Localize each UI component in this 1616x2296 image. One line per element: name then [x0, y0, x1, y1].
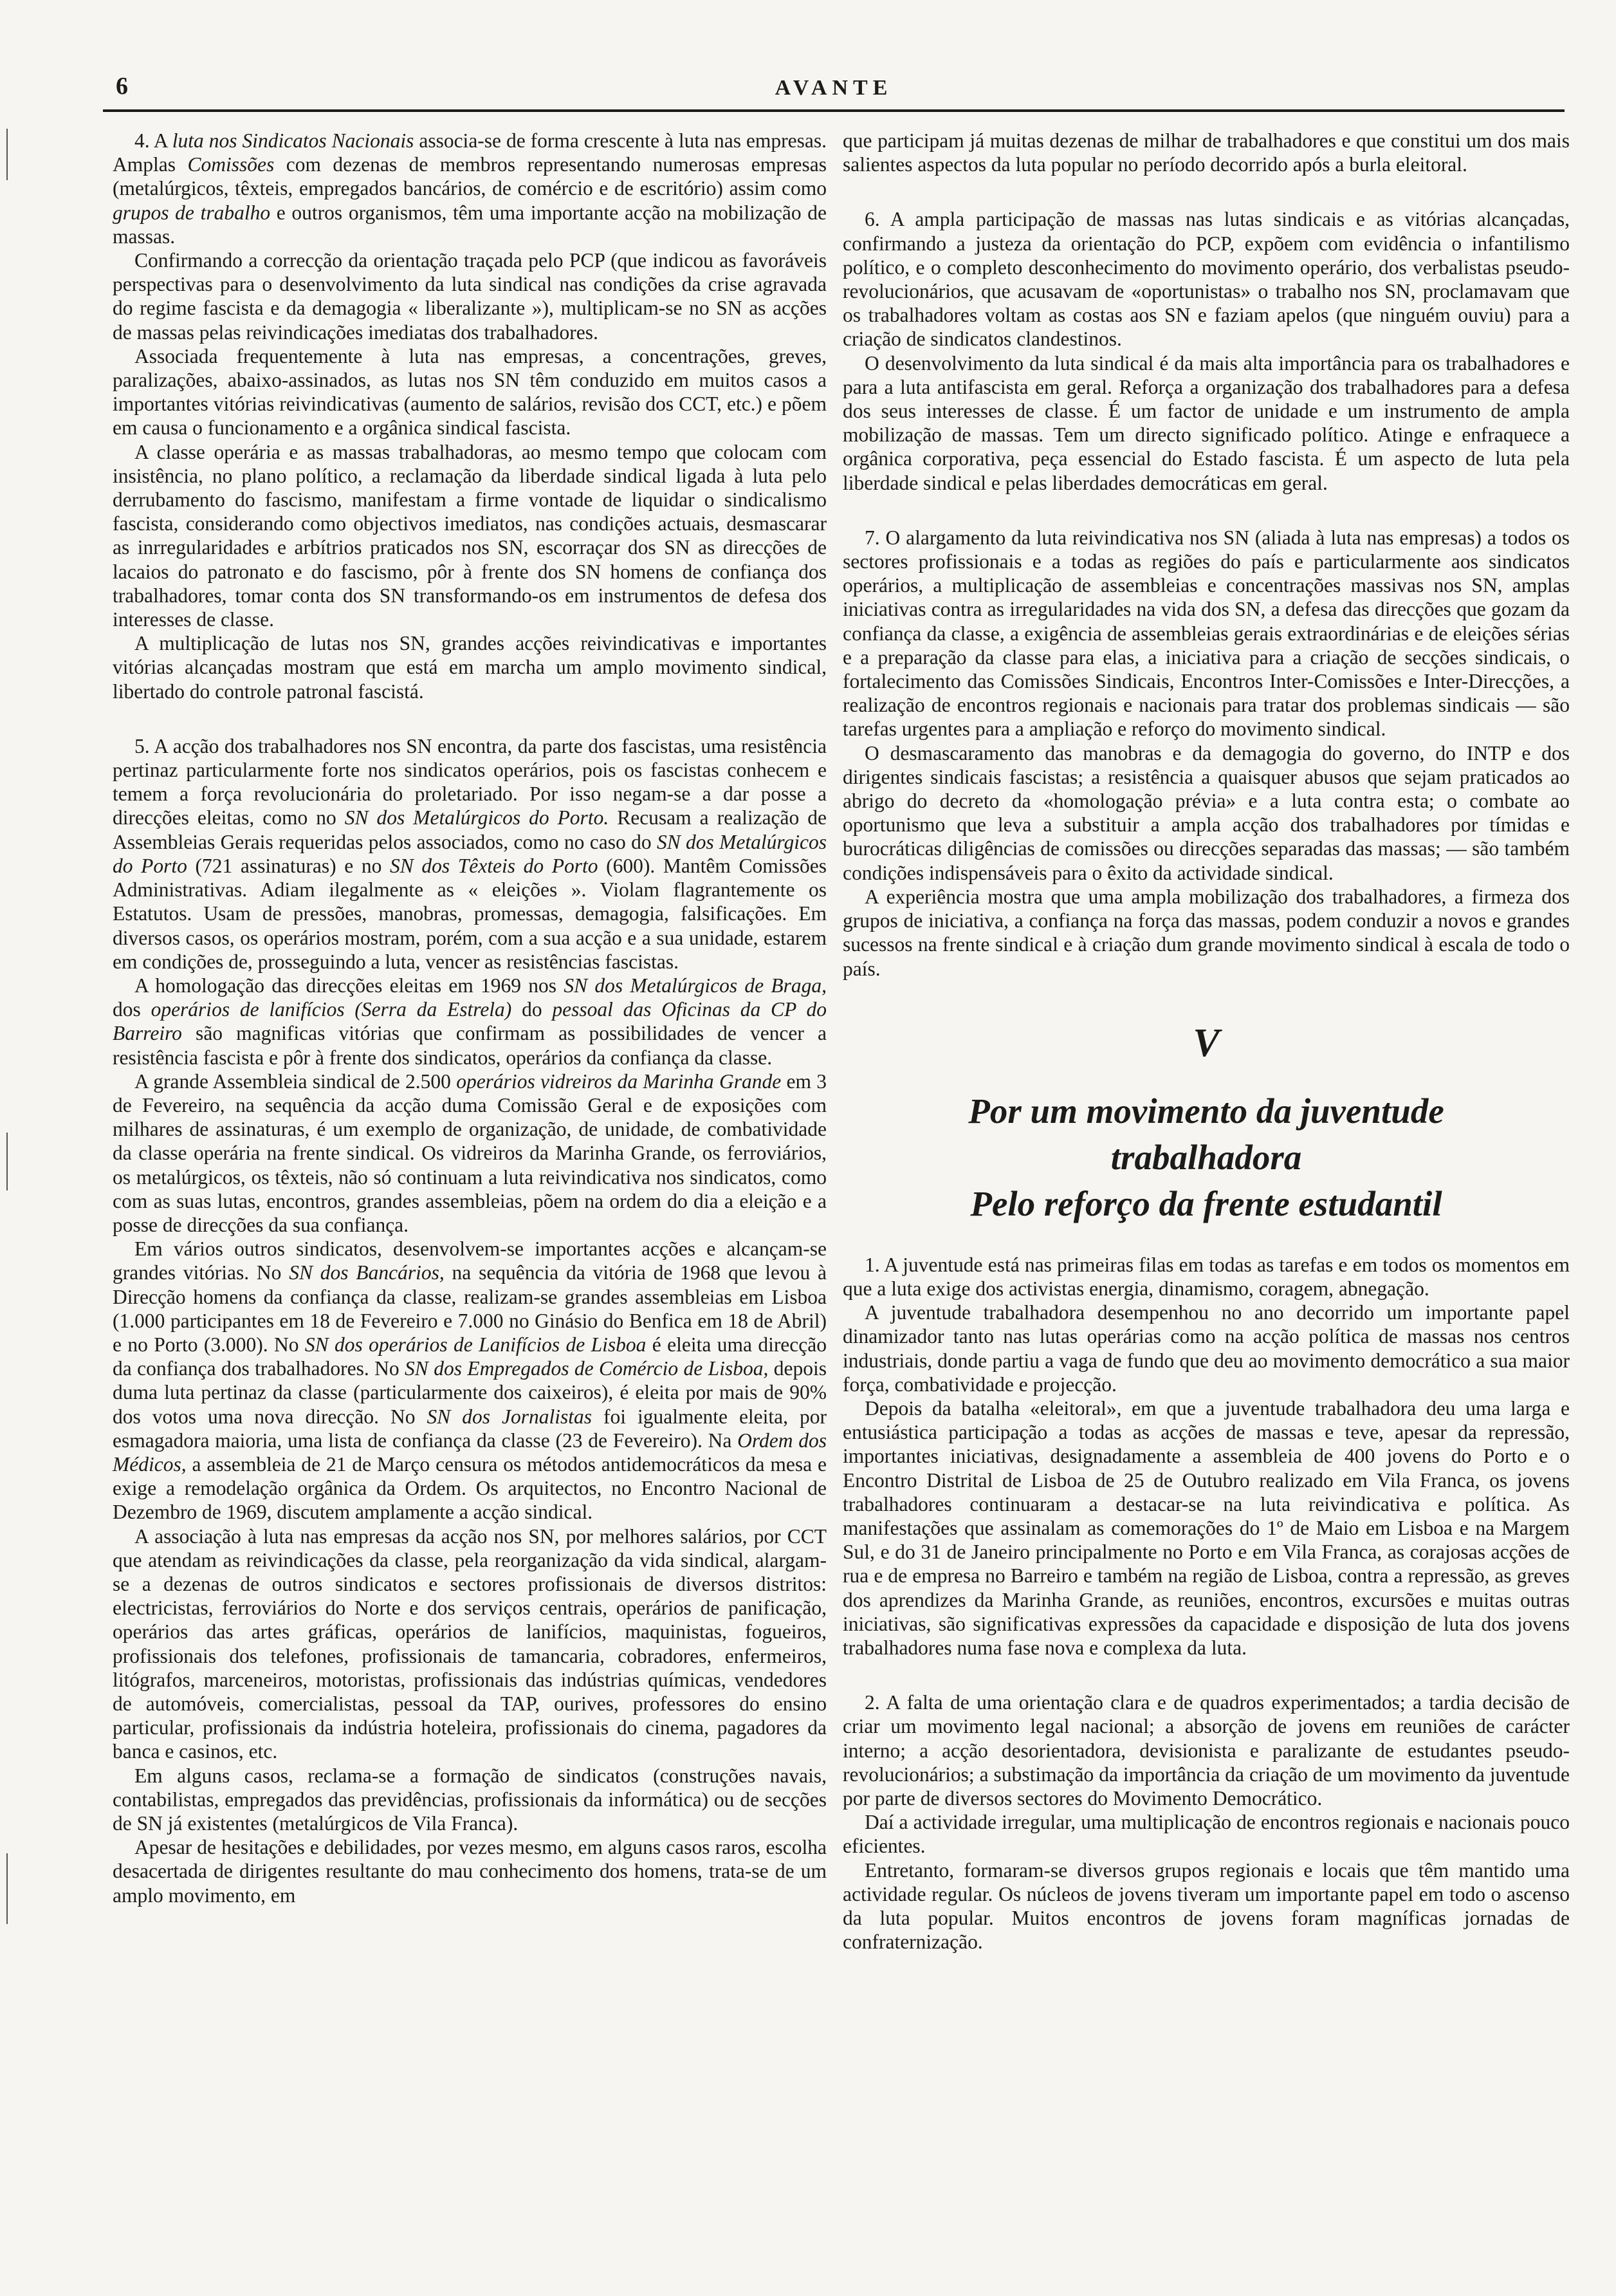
text-run: A grande Assembleia sindical de 2.500: [134, 1069, 457, 1093]
paragraph: [843, 885, 1570, 981]
italic-text: SN dos Jornalistas: [427, 1405, 592, 1428]
italic-text: SN dos operários de Lanifícios de Lisboa: [304, 1333, 647, 1356]
text-run: (721 assinaturas) e no: [187, 854, 390, 877]
paragraph-number: 7.: [865, 526, 880, 549]
paragraph: [113, 129, 827, 248]
italic-text: SN dos Metalúrgicos do Porto.: [344, 806, 609, 829]
text-run: O alargamento da luta reivindicativa nos SN (aliada à luta nas empresas) a todos os sectores profissionais e a todas as regiões do país e particularmente aos sindicatos operários, a multiplicação de assembleias e concentrações massivas nos SN, amplas iniciativas contra as irregularidades na vida dos SN, a defesa das direcções que gozam da confiança da classe, a exigência de assembleias gerais extraordinárias e de eleições sérias e a preparação da classe para elas, a iniciativa para a criação de secções sindicais, o fortalecimento das Comissões Sindicais, Encontros Inter-Comissões e Inter-Direcções, a realização de encontros regionais e nacionais para tratar dos problemas sindicais — são tarefas urgentes para a ampliação e reforço do movimento sindical.: [843, 526, 1570, 741]
italic-text: operários de lanifícios (Serra da Estrela): [151, 998, 512, 1021]
italic-text: pessoal das Oficinas da CP do Barreiro: [113, 998, 827, 1045]
text-run: são magnificas vitórias que confirmam as possibilidades de vencer a resistência fascista e pôr à frente dos sindicatos, operários da confiança da classe.: [113, 1022, 827, 1069]
italic-text: luta nos Sindicatos Nacionais: [172, 129, 414, 152]
text-run: Apesar de hesitações e debilidades, por vezes mesmo, em alguns casos raros, escolha desacertada de dirigentes resultante do mau conhecimento dos homens, trata-se de um amplo movimento, em: [113, 1836, 827, 1907]
text-run: Confirmando a correcção da orientação traçada pelo PCP (que indicou as favoráveis perspectivas para o desenvolvimento da luta sindical nas condições da crise agravada do regime fascista e da demagogia « liberalizante »), multiplicam-se no SN as acções de massas pelas reivindicações imediatas dos trabalhadores.: [113, 249, 827, 344]
section-title: [843, 1088, 1570, 1227]
section-number: V: [1193, 1021, 1220, 1065]
text-run: foi igualmente eleita, por esmagadora maioria, uma lista de confiança da classe (23 de Fevereiro). Na: [113, 1405, 827, 1452]
page-header: [103, 72, 1565, 117]
text-run: com dezenas de membros representando numerosas empresas (metalúrgicos, têxteis, empregados bancários, de comércio e de escritório) assim como: [113, 153, 827, 200]
paragraph-number: 4.: [134, 129, 150, 152]
text-run: Depois da batalha «eleitoral», em que a juventude trabalhadora deu uma larga e entusiástica participação a todas as acções de massas e teve, apesar da repressão, importantes iniciativas, designadamente a assembleia de 400 jovens do Porto e o Encontro Distrital de Lisboa de 25 de Outubro realizado em Vila Franca, os jovens trabalhadores continuaram a destacar-se na luta reivindicativa e política. As manifestações que assinalam as comemorações do 1º de Maio em Lisboa e na Margem Sul, e do 31 de Janeiro principalmente no Porto e em Vila Franca, as corajosas acções de rua e de empresa no Barreiro e também na região de Lisboa, contra a repressão, as greves dos aprendizes da Marinha Grande, as reuniões, encontros, excursões e muitas outras iniciativas, são significativas expressões da capacidade e disposição de luta dos jovens trabalhadores numa fase nova e complexa da luta.: [843, 1396, 1570, 1659]
right-column-bottom: [843, 1253, 1570, 1954]
italic-text: SN dos Têxteis do Porto: [389, 854, 598, 877]
text-run: depois duma luta pertinaz da classe (particularmente dos caixeiros), é eleita por mais de 90% dos votos uma nova direcção. No: [113, 1357, 827, 1428]
paragraph: [113, 631, 827, 703]
text-run: A acção dos trabalhadores nos SN encontra, da parte dos fascistas, uma resistência pertinaz particularmente forte nos sindicatos operários, pois os fascistas conhecem e temem a força revolucionária do proletariado. Por isso negam-se a dar posse a direcções eleitas, como no: [113, 734, 827, 829]
italic-text: SN dos Empregados de Comércio de Lisboa,: [405, 1357, 769, 1380]
paragraph-gap: [113, 703, 827, 734]
page-edge-marks: [0, 0, 19, 2296]
text-run: Associada frequentemente à luta nas empresas, a concentrações, greves, paralizações, abaixo-assinados, as lutas nos SN têm conduzido em muitos casos a importantes vitórias reivindicativas (aumento de salários, revisão dos CCT, etc.) e põem em causa o funcionamento e a orgânica sindical fascista.: [113, 344, 827, 440]
text-run: (600). Mantêm Comissões Administrativas. Adiam ilegalmente as « eleições ». Violam flagrantemente os Estatutos. Usam de pressões, manobras, promessas, demagogia, falsificações. Em diversos casos, os operários mostram, porém, com a sua acção e a sua unidade, estarem em condições de, prosseguindo a luta, vencer as resistências fascistas.: [113, 854, 827, 973]
paragraph: [113, 1835, 827, 1907]
text-run: A falta de uma orientação clara e de quadros experimentados; a tardia decisão de criar um movimento legal nacional; a absorção de jovens em reuniões de carácter interno; a acção desorientadora, devisionista e paralizante de estudantes pseudo-revolucionários; a substimação da importância da criação de um movimento da juventude por parte de diversos sectores do Movimento Democrático.: [843, 1691, 1570, 1810]
paragraph: [843, 741, 1570, 885]
text-run: A associação à luta nas empresas da acção nos SN, por melhores salários, por CCT que atendam as reivindicações da classe, pela reorganização da vida sindical, alargam-se a dezenas de outros sindicatos e sectores profissionais de diversos distritos: electricistas, ferroviários do Norte e dos serviços centrais, operários de panificação, operários das artes gráficas, operários de lanifícios, maquinistas, fogueiros, profissionais dos telefones, profissionais de tamancaria, cobradores, enfermeiros, litógrafos, marceneiros, motoristas, profissionais das indústrias químicas, vendedores de automóveis, comercialistas, pessoal da TAP, ourives, professores do ensino particular, profissionais da indústria hoteleira, profissionais do cinema, pagadores da banca e casinos, etc.: [113, 1524, 827, 1763]
text-run: em 3 de Fevereiro, na sequência da acção duma Comissão Geral e de exposições com milhares de assinaturas, é um exemplo de organização, de unidade, de combatividade da classe operária na frente sindical. Os vidreiros da Marinha Grande, os ferroviários, os metalúrgicos, os têxteis, não só continuam a luta reivindicativa nos sindicatos, como com as suas lutas, encontros, grandes assembleias, põem na ordem do dia a eleição e a posse de direcções da sua confiança.: [113, 1069, 827, 1236]
text-run: associa-se de forma crescente à luta nas empresas. Amplas: [113, 129, 827, 176]
section-title-line: Pelo reforço da frente estudantil: [970, 1183, 1442, 1223]
text-run: O desmascaramento das manobras e da demagogia do governo, do INTP e dos dirigentes sindicais fascistas; a resistência a quaisquer abusos que sejam praticados ao abrigo do decreto da «homologação prévia» e a luta contra esta; o combate ao oportunismo que leva a substituir a ampla acção dos trabalhadores por tímidas e burocráticas diligências de comissões ou direcções separadas das massas; — são também condições indispensáveis para o êxito da actividade sindical.: [843, 741, 1570, 884]
header-rule: [103, 109, 1565, 112]
paragraph: [843, 351, 1570, 495]
text-run: O desenvolvimento da luta sindical é da mais alta importância para os trabalhadores e para a luta antifascista em geral. Reforça a organização dos trabalhadores para a defesa dos seus interesses de classe. É um factor de unidade e um instrumento de ampla mobilização de massas. Tem um directo significado político. Atinge e enfraquece a orgânica corporativa, peça essencial do Estado fascista. É um aspecto de luta pela liberdade sindical e pelas liberdades democráticas em geral.: [843, 351, 1570, 494]
paragraph-gap: [843, 495, 1570, 526]
italic-text: operários vidreiros da Marinha Grande: [456, 1069, 782, 1093]
text-run: dos: [113, 998, 151, 1021]
italic-text: SN dos Bancários,: [289, 1261, 445, 1284]
text-run: A homologação das direcções eleitas em 1969 nos: [134, 974, 564, 997]
paragraph: [843, 207, 1570, 351]
text-run: A juventude está nas primeiras filas em todas as tarefas e em todos os momentos em que a luta exige dos activistas energia, dinamismo, coragem, abnegação.: [843, 1253, 1570, 1300]
text-run: do: [511, 998, 553, 1021]
italic-text: SN dos Metalúrgicos do Porto: [113, 830, 827, 877]
paragraph: [113, 734, 827, 974]
left-column: [113, 129, 827, 1907]
italic-text: Ordem dos Médicos,: [113, 1429, 827, 1476]
paragraph-number: 1.: [865, 1253, 880, 1276]
text-run: a assembleia de 21 de Março censura os métodos antidemocráticos da mesa e exige a remodelação orgânica da Ordem. Os arquitectos, no Encontro Nacional de Dezembro de 1969, discutem amplamente a acção sindical.: [113, 1452, 827, 1524]
italic-text: Comissões: [187, 153, 275, 176]
text-run: A classe operária e as massas trabalhadoras, ao mesmo tempo que colocam com insistência, no plano político, a reclamação da liberdade sindical ligada à luta pelo derrubamento do fascismo, manifestam a firme vontade de liquidar o sindicalismo fascista, considerando como objectivos imediatos, nas condições actuais, desmascarar as inrregularidades e arbítrios praticados nos SN, escorraçar dos SN as direcções de lacaios do patronato e do fascismo, pôr à frente dos SN homens de confiança dos trabalhadores, tomar conta dos SN transformando-os em instrumentos de defesa dos interesses de classe.: [113, 440, 827, 631]
text-run: Daí a actividade irregular, uma multiplicação de encontros regionais e nacionais pouco eficientes.: [843, 1811, 1570, 1858]
text-run: Entretanto, formaram-se diversos grupos regionais e locais que têm mantido uma actividade regular. Os núcleos de jovens tiveram um importante papel em todo o ascenso da luta popular. Muitos encontros de jovens foram magníficas jornadas de confraternização.: [843, 1858, 1570, 1954]
paragraph-number: 5.: [134, 734, 150, 757]
text-run: A multiplicação de lutas nos SN, grandes acções reivindicativas e importantes vitórias alcançadas mostram que está em marcha um amplo movimento sindical, libertado do controle patronal fascistá.: [113, 632, 827, 703]
text-run: na sequência da vitória de 1968 que levou à Direcção homens da confiança da classe, realizam-se grandes assembleias em Lisboa (1.000 participantes em 18 de Fevereiro e 7.000 no Ginásio do Benfica em 18 de Abril) e no Porto (3.000). No: [113, 1261, 827, 1356]
paragraph-gap: [843, 1660, 1570, 1690]
text-run: A experiência mostra que uma ampla mobilização dos trabalhadores, a firmeza dos grupos de iniciativa, a confiança na força das massas, podem conduzir a novos e grandes sucessos na frente sindical e à criação dum grande movimento sindical à escala de todo o país.: [843, 885, 1570, 980]
text-run: A: [149, 129, 172, 152]
page-number: 6: [116, 73, 128, 100]
right-column: [843, 129, 1570, 1954]
paragraph: [843, 1810, 1570, 1858]
paragraph: [113, 248, 827, 344]
paragraph: [843, 1858, 1570, 1954]
paragraph: [113, 1764, 827, 1836]
paragraph: [113, 344, 827, 440]
paragraph: [113, 1237, 827, 1524]
paragraph-number: 6.: [865, 208, 880, 231]
text-run: Recusam a realização de Assembleias Gerais requeridas pelos associados, como no caso do: [113, 806, 827, 853]
masthead-title: AVANTE: [775, 76, 893, 100]
text-run: e outros organismos, têm uma importante acção na mobilização de massas.: [113, 201, 827, 248]
paragraph: [843, 1301, 1570, 1396]
text-run: é eleita uma direcção da confiança dos trabalhadores. No: [113, 1333, 827, 1380]
text-run: A ampla participação de massas nas lutas sindicais e as vitórias alcançadas, confirmando a justeza da orientação do PCP, expõem com evidência o infantilismo político, e o completo desconhecimento do movimento operário, dos verbalistas pseudo-revolucionários, que acusavam de «oportunistas» o trabalho nos SN, proclamavam que os trabalhadores voltam as costas aos SN e faziam apelos (que ninguém ouviu) para a criação de sindicatos clandestinos.: [843, 208, 1570, 351]
right-column-top: [843, 129, 1570, 981]
section-title-line: trabalhadora: [1110, 1137, 1302, 1177]
paragraph: [113, 1524, 827, 1764]
paragraph: [113, 440, 827, 632]
paragraph: [113, 974, 827, 1069]
italic-text: grupos de trabalho: [113, 201, 271, 224]
text-run: A juventude trabalhadora desempenhou no ano decorrido um importante papel dinamizador tanto nas lutas operárias como na acção política de massas nos centros industriais, donde partiu a vaga de fundo que deu ao movimento democrático a sua maior força, combatividade e projecção.: [843, 1301, 1570, 1396]
italic-text: SN dos Metalúrgicos de Braga,: [564, 974, 827, 997]
paragraph-number: 2.: [865, 1691, 880, 1714]
paragraph: [843, 1396, 1570, 1660]
paragraph-gap: [843, 176, 1570, 207]
paragraph: [843, 1690, 1570, 1810]
paragraph: [843, 1253, 1570, 1301]
text-run: Em alguns casos, reclama-se a formação de sindicatos (construções navais, contabilistas, empregados das previdências, profissionais da informática) ou de secções de SN já existentes (metalúrgicos de Vila Franca).: [113, 1764, 827, 1835]
text-run: que participam já muitas dezenas de milhar de trabalhadores e que constitui um dos mais salientes aspectos da luta popular no período decorrido após a burla eleitoral.: [843, 129, 1570, 176]
section-title-line: Por um movimento da juventude: [968, 1091, 1444, 1131]
text-run: Em vários outros sindicatos, desenvolvem-se importantes acções e alcançam-se grandes vitórias. No: [113, 1237, 827, 1284]
paragraph: [113, 1069, 827, 1237]
paragraph: [843, 129, 1570, 176]
paragraph: [843, 526, 1570, 741]
